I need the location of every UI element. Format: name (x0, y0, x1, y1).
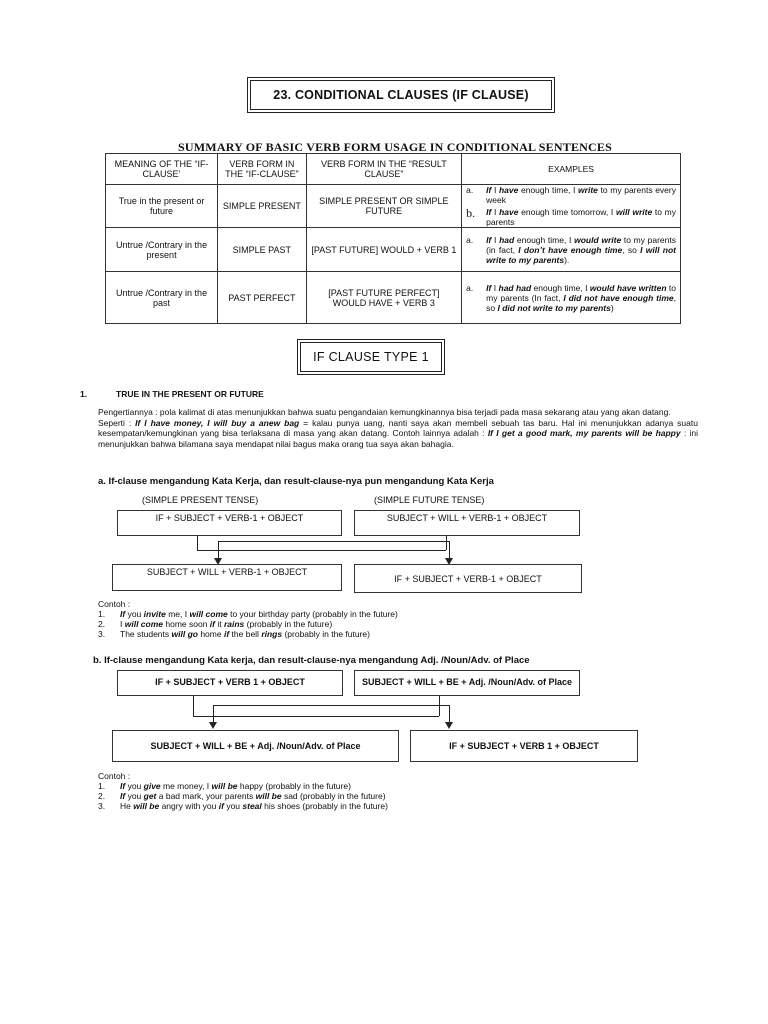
list-item: 3. The students will go home if the bell rings (probably in the future) (98, 629, 370, 639)
example-item (466, 207, 676, 227)
row3-if-form: PAST PERFECT (218, 272, 306, 324)
section-a-heading: a. If-clause mengandung Kata Kerja, dan result-clause-nya pun mengandung Kata Kerja (98, 476, 494, 487)
formula-box-result-clause: SUBJECT + WILL + BE + Adj. /Noun/Adv. of Place (354, 670, 580, 696)
row2-examples (462, 228, 681, 272)
row1-result-form: SIMPLE PRESENT OR SIMPLE FUTURE (306, 185, 462, 228)
example-text: If I have enough time, I write to my parents every week (486, 185, 676, 205)
examples-label: Contoh : (98, 599, 131, 609)
connector-line (213, 705, 214, 723)
header-result-form: VERB FORM IN THE “RESULT CLAUSE” (306, 154, 462, 185)
example-item (466, 185, 676, 205)
formula-box-result-first: SUBJECT + WILL + BE + Adj. /Noun/Adv. of Place (112, 730, 399, 762)
page-title: 23. CONDITIONAL CLAUSES (IF CLAUSE) (250, 80, 552, 110)
table-row (106, 272, 681, 324)
example-text: If I have enough time tomorrow, I will write to my parents (486, 207, 676, 227)
label-simple-present: (SIMPLE PRESENT TENSE) (142, 495, 259, 505)
section-b-heading: b. If-clause mengandung Kata kerja, dan result-clause-nya mengandung Adj. /Noun/Adv. of Place (93, 655, 530, 666)
example-label: a. (466, 185, 474, 195)
connector-line (197, 536, 198, 550)
arrow-down-icon (209, 722, 217, 729)
example-item (466, 235, 676, 265)
formula-box-if-clause: IF + SUBJECT + VERB 1 + OBJECT (117, 670, 343, 696)
table-header-row (106, 154, 681, 185)
arrow-down-icon (445, 722, 453, 729)
connector-line (446, 536, 447, 550)
row3-result-form: [PAST FUTURE PERFECT] WOULD HAVE + VERB 3 (306, 272, 462, 324)
summary-table (105, 153, 681, 324)
formula-box-result-first: SUBJECT + WILL + VERB-1 + OBJECT (112, 564, 342, 591)
list-item: 1. If you give me money, I will be happy (probably in the future) (98, 781, 351, 791)
row1-examples (462, 185, 681, 228)
connector-line (449, 541, 450, 559)
section-number: 1. (80, 389, 88, 399)
row2-result-form: [PAST FUTURE] WOULD + VERB 1 (306, 228, 462, 272)
table-row (106, 228, 681, 272)
row3-examples (462, 272, 681, 324)
example-item (466, 283, 676, 313)
connector-line (218, 541, 449, 542)
connector-line (197, 550, 446, 551)
list-item: 2. If you get a bad mark, your parents will be sad (probably in the future) (98, 791, 386, 801)
row2-meaning: Untrue /Contrary in the present (106, 228, 218, 272)
example-text: If I had enough time, I would write to my parents (in fact, I don’t have enough time, so I will not write to my parents). (486, 234, 676, 265)
type1-heading-box: IF CLAUSE TYPE 1 (300, 342, 442, 372)
example-label: a. (466, 234, 474, 245)
formula-box-if-second: IF + SUBJECT + VERB-1 + OBJECT (354, 564, 582, 593)
list-item: 1. If you invite me, I will come to your birthday party (probably in the future) (98, 609, 398, 619)
formula-box-if-clause: IF + SUBJECT + VERB-1 + OBJECT (117, 510, 342, 536)
summary-heading: SUMMARY OF BASIC VERB FORM USAGE IN CONDITIONAL SENTENCES (178, 140, 612, 154)
header-if-form: VERB FORM IN THE “IF-CLAUSE” (218, 154, 306, 185)
header-examples: EXAMPLES (462, 154, 681, 185)
list-item: 2. I will come home soon if it rains (probably in the future) (98, 619, 333, 629)
table-row (106, 185, 681, 228)
examples-label: Contoh : (98, 771, 131, 781)
section-title: TRUE IN THE PRESENT OR FUTURE (116, 389, 264, 399)
connector-line (193, 716, 439, 717)
connector-line (449, 705, 450, 723)
example-text: If I had had enough time, I would have written to my parents (In fact, I did not have enough time, so I did not write to my parents) (486, 282, 677, 313)
label-simple-future: (SIMPLE FUTURE TENSE) (374, 495, 485, 505)
connector-line (213, 705, 449, 706)
example-label: b. (466, 206, 476, 220)
connector-line (218, 541, 219, 559)
examples-list-b (98, 771, 388, 811)
explanation-paragraph: Pengertiannya : pola kalimat di atas menunjukkan bahwa suatu pengandaian kemungkinannya bisa terjadi pada masa sekarang atau yang akan datang. Seperti : If I have money, I will buy a anew bag = kalau punya uang, nanti saya akan membeli sebuah tas baru. Hal ini menunjukkan adanya suatu kesempatan/kemungkinan yang bisa terlaksana di masa yang akan datang. Contoh lainnya adalah : If I get a good mark, my parents will be happy : ini menunjukkan bahwa bilamana saya mendapat nilai bagus maka orang tua saya akan bahagia. (98, 407, 699, 449)
examples-list-a (98, 599, 398, 639)
section-1-heading (80, 389, 264, 399)
example-label: a. (466, 282, 474, 293)
formula-box-result-clause: SUBJECT + WILL + VERB-1 + OBJECT (354, 510, 580, 536)
connector-line (439, 696, 440, 716)
row3-meaning: Untrue /Contrary in the past (106, 272, 218, 324)
formula-box-if-second: IF + SUBJECT + VERB 1 + OBJECT (410, 730, 638, 762)
row1-if-form: SIMPLE PRESENT (218, 185, 306, 228)
row1-meaning: True in the present or future (106, 185, 218, 228)
connector-line (193, 696, 194, 716)
list-item: 3. He will be angry with you if you steal his shoes (probably in the future) (98, 801, 388, 811)
row2-if-form: SIMPLE PAST (218, 228, 306, 272)
header-meaning: MEANING OF THE “IF-CLAUSE’ (106, 154, 218, 185)
